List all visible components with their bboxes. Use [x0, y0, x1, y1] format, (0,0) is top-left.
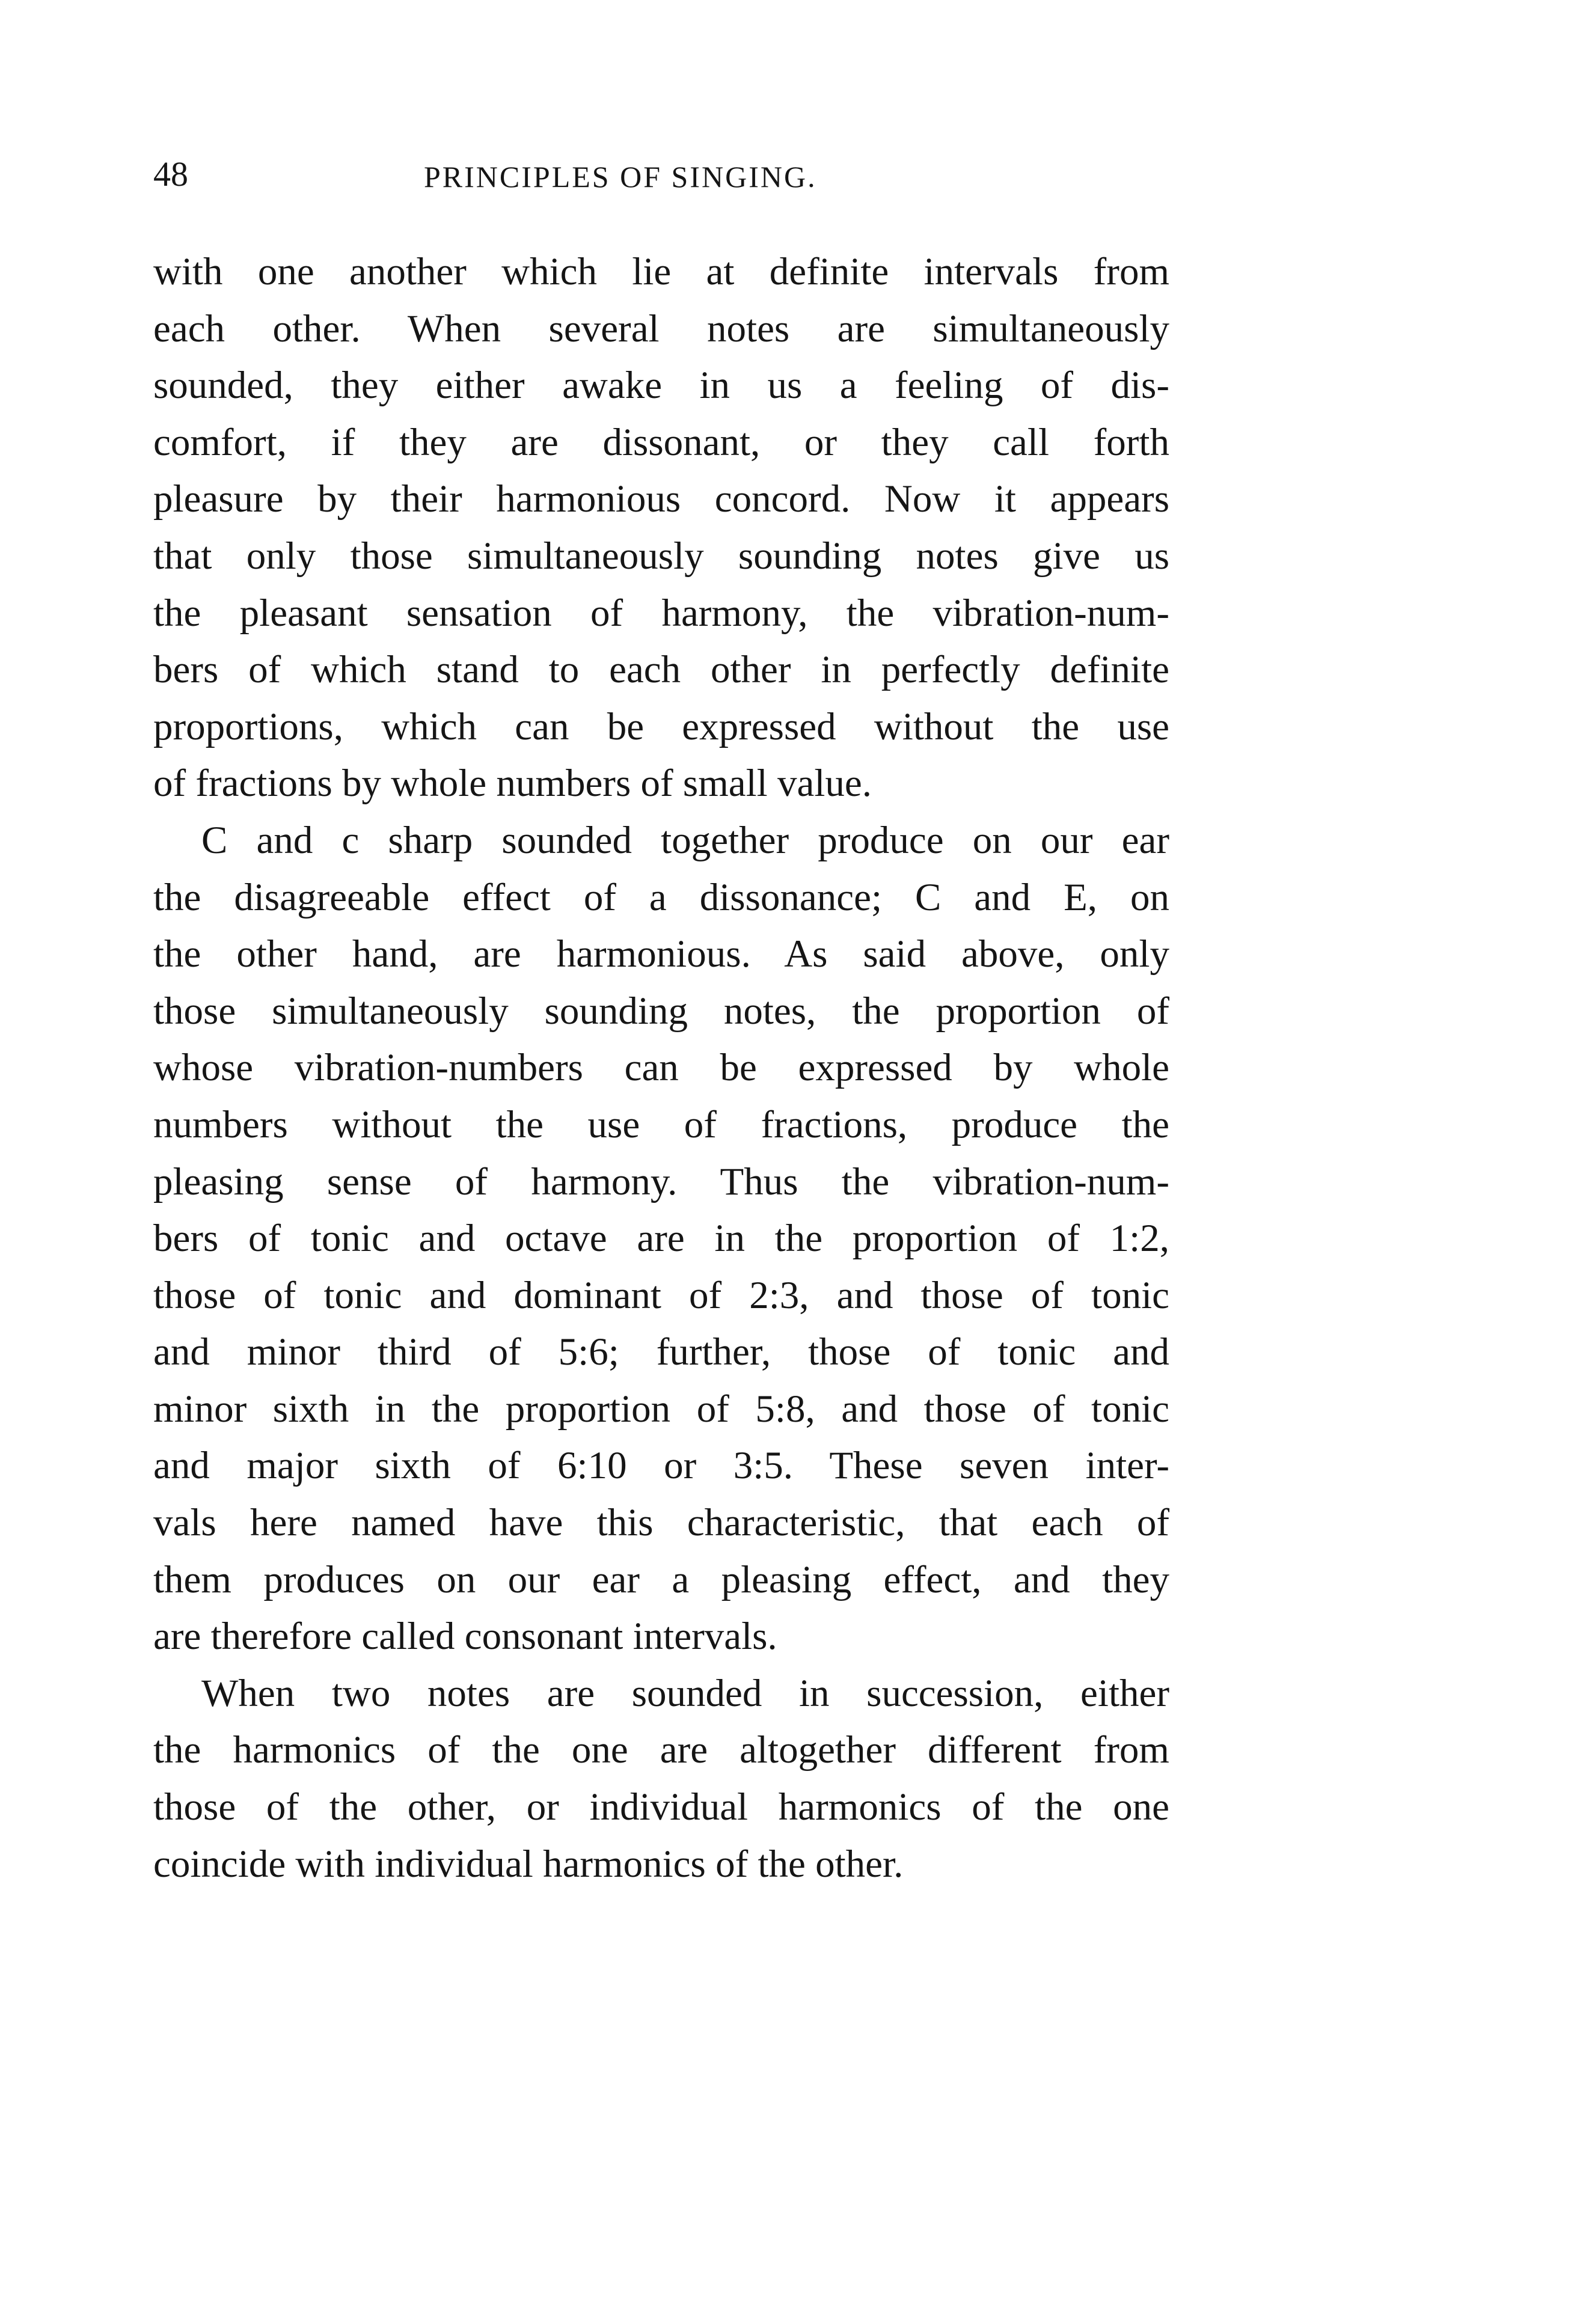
text-line: the harmonics of the one are altogether different from [153, 1728, 1169, 1772]
paragraph-1 [153, 243, 1169, 812]
text-line: pleasing sense of harmony. Thus the vibration-num- [153, 1160, 1169, 1203]
text-line: and major sixth of 6:10 or 3:5. These seven inter- [153, 1444, 1169, 1488]
text-line: C and c sharp sounded together produce on our ear [201, 818, 1169, 862]
text-line: are therefore called consonant intervals. [153, 1615, 777, 1659]
text-line: and minor third of 5:6; further, those of tonic and [153, 1330, 1169, 1374]
text-line: of fractions by whole numbers of small value. [153, 762, 872, 806]
text-line: comfort, if they are dissonant, or they call forth [153, 420, 1169, 464]
text-line: the pleasant sensation of harmony, the vibration-num- [153, 591, 1169, 635]
text-line: whose vibration-numbers can be expressed by whole [153, 1046, 1169, 1090]
page-header [153, 150, 1169, 198]
text-line: the other hand, are harmonious. As said above, only [153, 932, 1169, 976]
paragraph-2 [153, 812, 1169, 1665]
text-line: pleasure by their harmonious concord. Now it appears [153, 477, 1169, 521]
text-line: each other. When several notes are simultaneously [153, 307, 1169, 350]
text-line: When two notes are sounded in succession, either [201, 1671, 1169, 1715]
page-number: 48 [153, 154, 188, 194]
text-line: those simultaneously sounding notes, the proportion of [153, 989, 1169, 1033]
text-line: those of the other, or individual harmonics of the one [153, 1785, 1169, 1829]
text-line: bers of tonic and octave are in the proportion of 1:2, [153, 1217, 1169, 1261]
running-head: PRINCIPLES OF SINGING. [424, 160, 817, 194]
body-text [153, 243, 1169, 1892]
text-line: coincide with individual harmonics of the other. [153, 1842, 904, 1886]
text-line: them produces on our ear a pleasing effect, and they [153, 1558, 1169, 1601]
text-line: those of tonic and dominant of 2:3, and those of tonic [153, 1273, 1169, 1317]
text-line: numbers without the use of fractions, produce the [153, 1102, 1169, 1146]
text-line: minor sixth in the proportion of 5:8, and those of tonic [153, 1387, 1169, 1431]
text-line: the disagreeable effect of a dissonance; C and E, on [153, 875, 1169, 919]
text-line: bers of which stand to each other in perfectly definite [153, 648, 1169, 692]
paragraph-3 [153, 1665, 1169, 1892]
text-line: vals here named have this characteristic, that each of [153, 1501, 1169, 1545]
text-line: sounded, they either awake in us a feeling of dis- [153, 364, 1169, 408]
text-line: proportions, which can be expressed without the use [153, 705, 1169, 748]
text-line: with one another which lie at definite intervals from [153, 250, 1169, 293]
text-line: that only those simultaneously sounding notes give us [153, 534, 1169, 578]
